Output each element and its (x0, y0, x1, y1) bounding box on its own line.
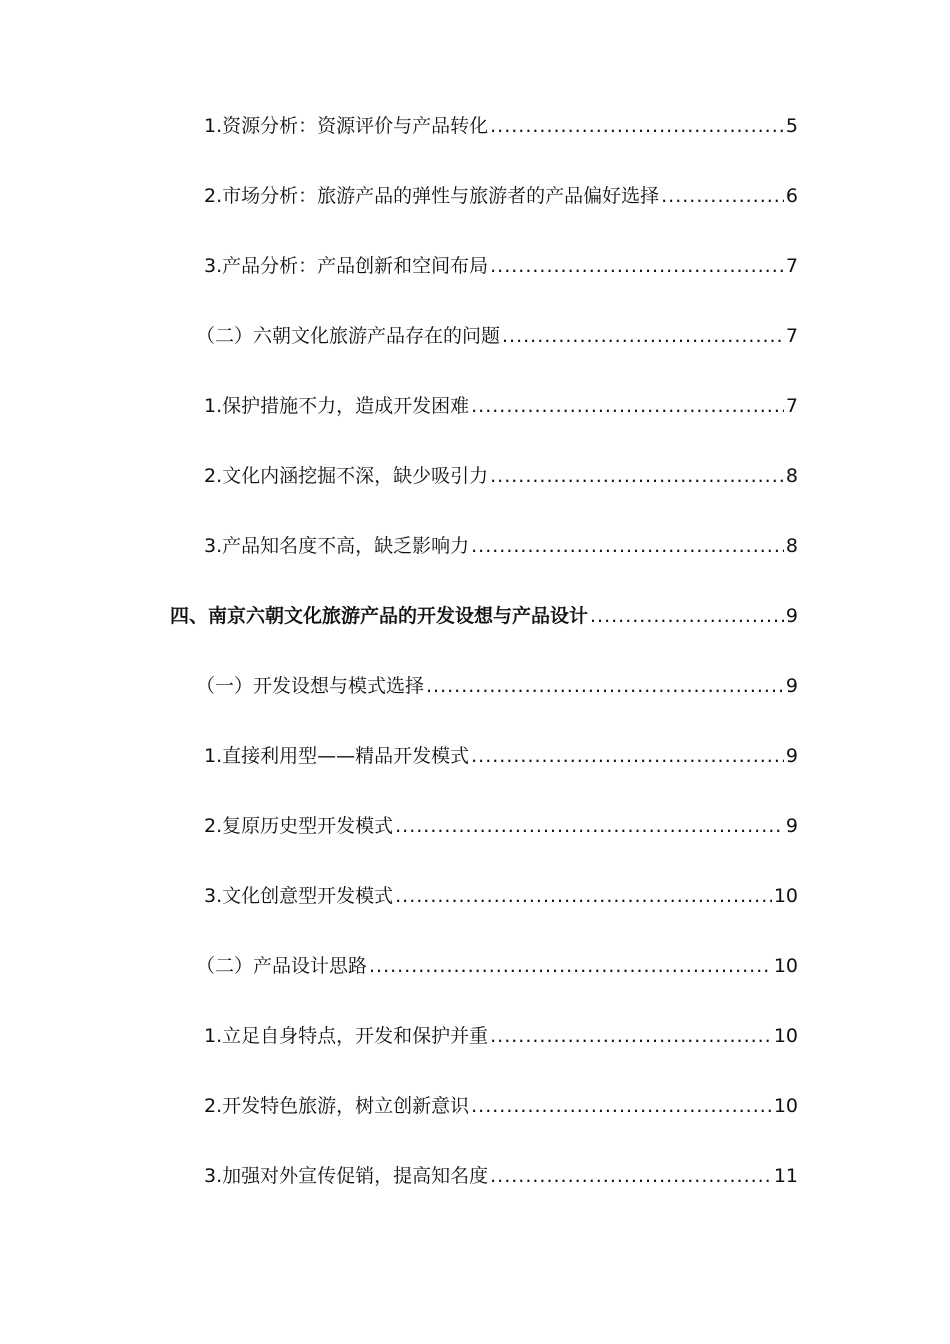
toc-dot-leader (490, 1023, 772, 1049)
toc-page-number: 9 (785, 675, 798, 697)
toc-entry-title: 1.直接利用型——精品开发模式 (204, 745, 470, 767)
toc-dot-leader (395, 883, 772, 909)
toc-entry[interactable] (204, 183, 798, 209)
toc-entry-title: 1.立足自身特点，开发和保护并重 (204, 1025, 489, 1047)
toc-entry-title: 3.产品分析：产品创新和空间布局 (204, 255, 489, 277)
toc-dot-leader (590, 603, 784, 629)
toc-entry[interactable] (170, 603, 798, 629)
toc-entry-title: 3.加强对外宣传促销，提高知名度 (204, 1165, 489, 1187)
toc-entry[interactable] (204, 113, 798, 139)
toc-page-number: 10 (773, 885, 798, 907)
toc-dot-leader (471, 393, 784, 419)
toc-dot-leader (369, 953, 772, 979)
toc-dot-leader (426, 673, 784, 699)
toc-page-number: 7 (785, 325, 798, 347)
toc-entry[interactable] (204, 1093, 798, 1119)
toc-page-number: 8 (785, 535, 798, 557)
toc-entry[interactable] (204, 813, 798, 839)
toc-entry[interactable] (204, 393, 798, 419)
toc-dot-leader (490, 463, 784, 489)
toc-entry-title: （二）六朝文化旅游产品存在的问题 (196, 325, 501, 347)
toc-entry[interactable] (204, 743, 798, 769)
toc-page-number: 10 (773, 1025, 798, 1047)
toc-dot-leader (490, 113, 784, 139)
toc-entry[interactable] (204, 533, 798, 559)
toc-dot-leader (661, 183, 784, 209)
toc-page-number: 10 (773, 955, 798, 977)
toc-page-number: 8 (785, 465, 798, 487)
toc-entry[interactable] (204, 1163, 798, 1189)
toc-entry-title: 2.市场分析：旅游产品的弹性与旅游者的产品偏好选择 (204, 185, 660, 207)
toc-dot-leader (471, 1093, 772, 1119)
toc-entry[interactable] (204, 883, 798, 909)
toc-page-number: 5 (785, 115, 798, 137)
toc-entry-title: （一）开发设想与模式选择 (196, 675, 425, 697)
toc-page-number: 7 (785, 255, 798, 277)
toc-page-number: 11 (773, 1165, 798, 1187)
toc-page-number: 7 (785, 395, 798, 417)
toc-entry-title: 2.开发特色旅游，树立创新意识 (204, 1095, 470, 1117)
toc-entry-title: 2.文化内涵挖掘不深，缺少吸引力 (204, 465, 489, 487)
toc-dot-leader (471, 743, 784, 769)
toc-page-number: 9 (785, 745, 798, 767)
toc-entry[interactable] (204, 463, 798, 489)
toc-page-number: 9 (785, 815, 798, 837)
toc-page-number: 6 (785, 185, 798, 207)
toc-entry-title: （二）产品设计思路 (196, 955, 368, 977)
toc-dot-leader (502, 323, 784, 349)
toc-entry-title: 1.资源分析：资源评价与产品转化 (204, 115, 489, 137)
toc-entry-title: 2.复原历史型开发模式 (204, 815, 394, 837)
toc-entry-title: 3.产品知名度不高，缺乏影响力 (204, 535, 470, 557)
toc-page-number: 9 (785, 605, 798, 627)
toc-dot-leader (490, 1163, 772, 1189)
toc-entry[interactable] (196, 673, 798, 699)
toc-entry[interactable] (196, 953, 798, 979)
toc-dot-leader (490, 253, 784, 279)
toc-entry-title: 四、南京六朝文化旅游产品的开发设想与产品设计 (170, 605, 589, 627)
toc-dot-leader (471, 533, 784, 559)
toc-dot-leader (395, 813, 784, 839)
toc-entry[interactable] (204, 253, 798, 279)
toc-entry[interactable] (196, 323, 798, 349)
toc-page-number: 10 (773, 1095, 798, 1117)
toc-entry[interactable] (204, 1023, 798, 1049)
toc-entry-title: 3.文化创意型开发模式 (204, 885, 394, 907)
toc-entry-title: 1.保护措施不力，造成开发困难 (204, 395, 470, 417)
